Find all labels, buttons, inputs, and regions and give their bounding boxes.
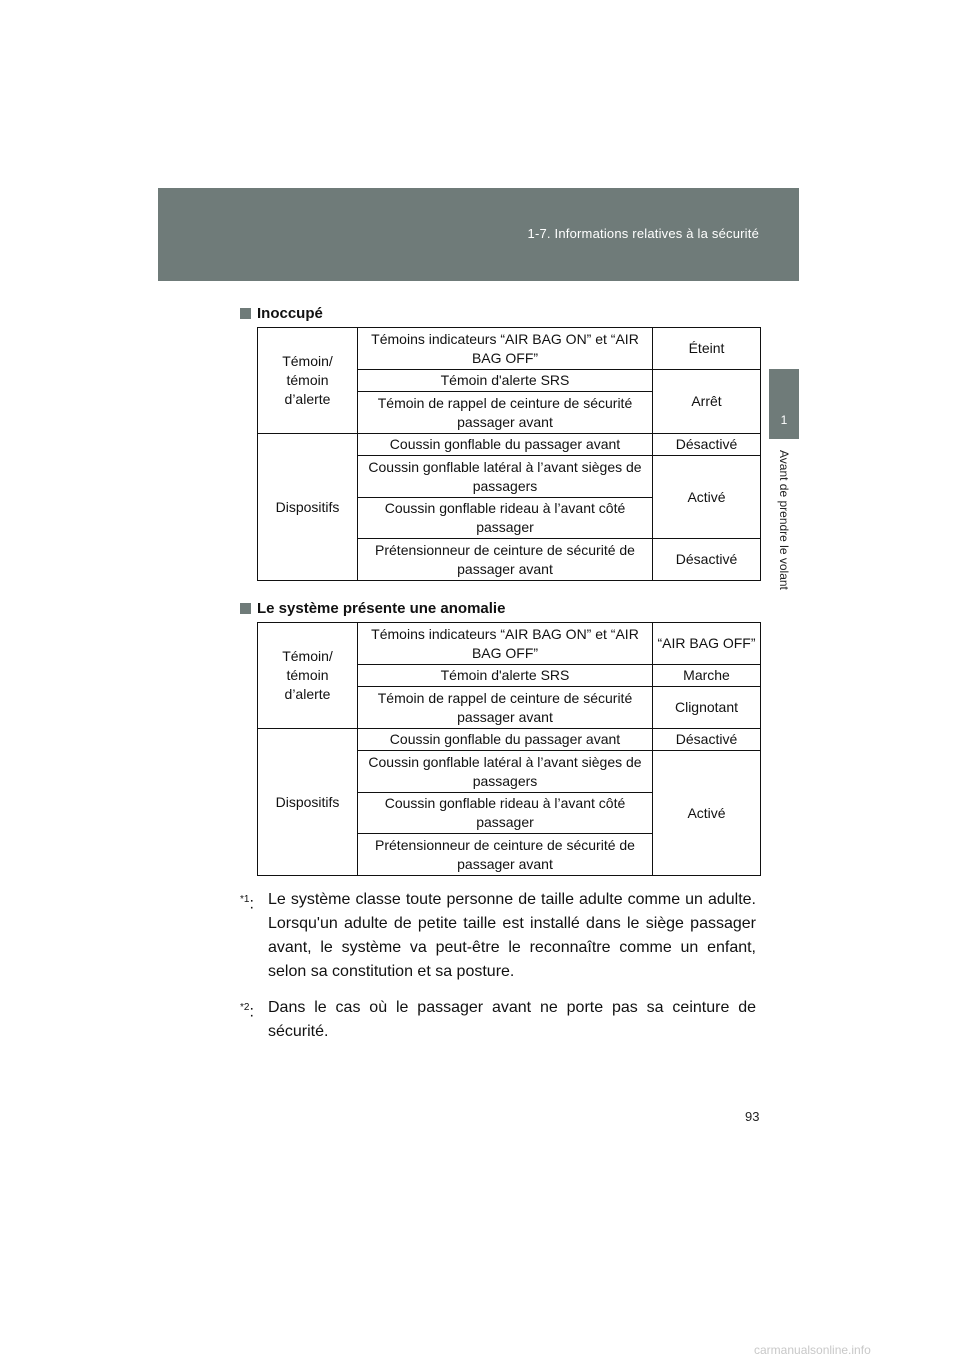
footnote: [240, 888, 756, 984]
table-cell: Coussin gonflable du passager avant: [358, 729, 653, 751]
table-cell: Clignotant: [653, 687, 761, 729]
table-cell: Témoin d'alerte SRS: [358, 665, 653, 687]
section-heading-inoccupe: [240, 305, 323, 322]
table-cell: Coussin gonflable du passager avant: [358, 434, 653, 456]
table-cell: Témoin d'alerte SRS: [358, 370, 653, 392]
table-cell: Activé: [653, 456, 761, 539]
header-band: [158, 188, 799, 281]
group-label-dispositifs: Dispositifs: [258, 434, 358, 581]
footnote: [240, 996, 756, 1044]
table-cell: Témoins indicateurs “AIR BAG ON” et “AIR BAG OFF”: [358, 328, 653, 370]
table-cell: Coussin gonflable latéral à l’avant sièges de passagers: [358, 751, 653, 793]
table-inoccupe: [257, 327, 761, 581]
table-cell: Témoins indicateurs “AIR BAG ON” et “AIR BAG OFF”: [358, 623, 653, 665]
table-cell: Témoin de rappel de ceinture de sécurité passager avant: [358, 392, 653, 434]
header-title: 1-7. Informations relatives à la sécurité: [527, 226, 759, 241]
footnote-text: Dans le cas où le passager avant ne porte pas sa ceinture de sécurité.: [268, 999, 756, 1040]
table-cell: Marche: [653, 665, 761, 687]
table-cell: Activé: [653, 751, 761, 876]
table-cell: Coussin gonflable latéral à l’avant sièges de passagers: [358, 456, 653, 498]
footnote-mark-text: *2: [240, 1002, 250, 1013]
table-cell: Prétensionneur de ceinture de sécurité de passager avant: [358, 539, 653, 581]
section-heading-text: Le système présente une anomalie: [257, 600, 506, 617]
footnote-text: Le système classe toute personne de taille adulte comme un adulte. Lorsqu'un adulte de petite taille est installé dans le siège passager avant, le système va peut-être le reconnaître comme un enfant, selon sa constitution et sa posture.: [268, 891, 756, 980]
chapter-number: 1: [780, 413, 788, 427]
table-cell: Éteint: [653, 328, 761, 370]
section-heading-anomalie: [240, 600, 505, 617]
table-cell: Arrêt: [653, 370, 761, 434]
table-anomalie: [257, 622, 761, 876]
group-label-temoin: Témoin/ témoin d’alerte: [258, 623, 358, 729]
footnote-mark-text: *1: [240, 894, 250, 905]
footnotes: [240, 888, 756, 1056]
page-number: 93: [745, 1109, 760, 1124]
square-bullet-icon: [240, 603, 251, 614]
footnote-mark: $^{*1}$:: [240, 894, 254, 913]
table-cell: Prétensionneur de ceinture de sécurité de passager avant: [358, 834, 653, 876]
square-bullet-icon: [240, 308, 251, 319]
section-heading-text: Inoccupé: [257, 305, 323, 322]
table-cell: Témoin de rappel de ceinture de sécurité passager avant: [358, 687, 653, 729]
table-cell: Désactivé: [653, 729, 761, 751]
chapter-label: Avant de prendre le volant: [777, 450, 791, 590]
group-label-dispositifs: Dispositifs: [258, 729, 358, 876]
watermark: carmanualsonline.info: [754, 1343, 871, 1357]
footnote-mark: $^{*2}$:: [240, 1002, 254, 1021]
table-cell: “AIR BAG OFF”: [653, 623, 761, 665]
table-cell: Coussin gonflable rideau à l’avant côté passager: [358, 498, 653, 539]
chapter-tab: [769, 369, 799, 439]
table-cell: Désactivé: [653, 434, 761, 456]
table-cell: Coussin gonflable rideau à l’avant côté passager: [358, 793, 653, 834]
group-label-temoin: Témoin/ témoin d’alerte: [258, 328, 358, 434]
table-cell: Désactivé: [653, 539, 761, 581]
